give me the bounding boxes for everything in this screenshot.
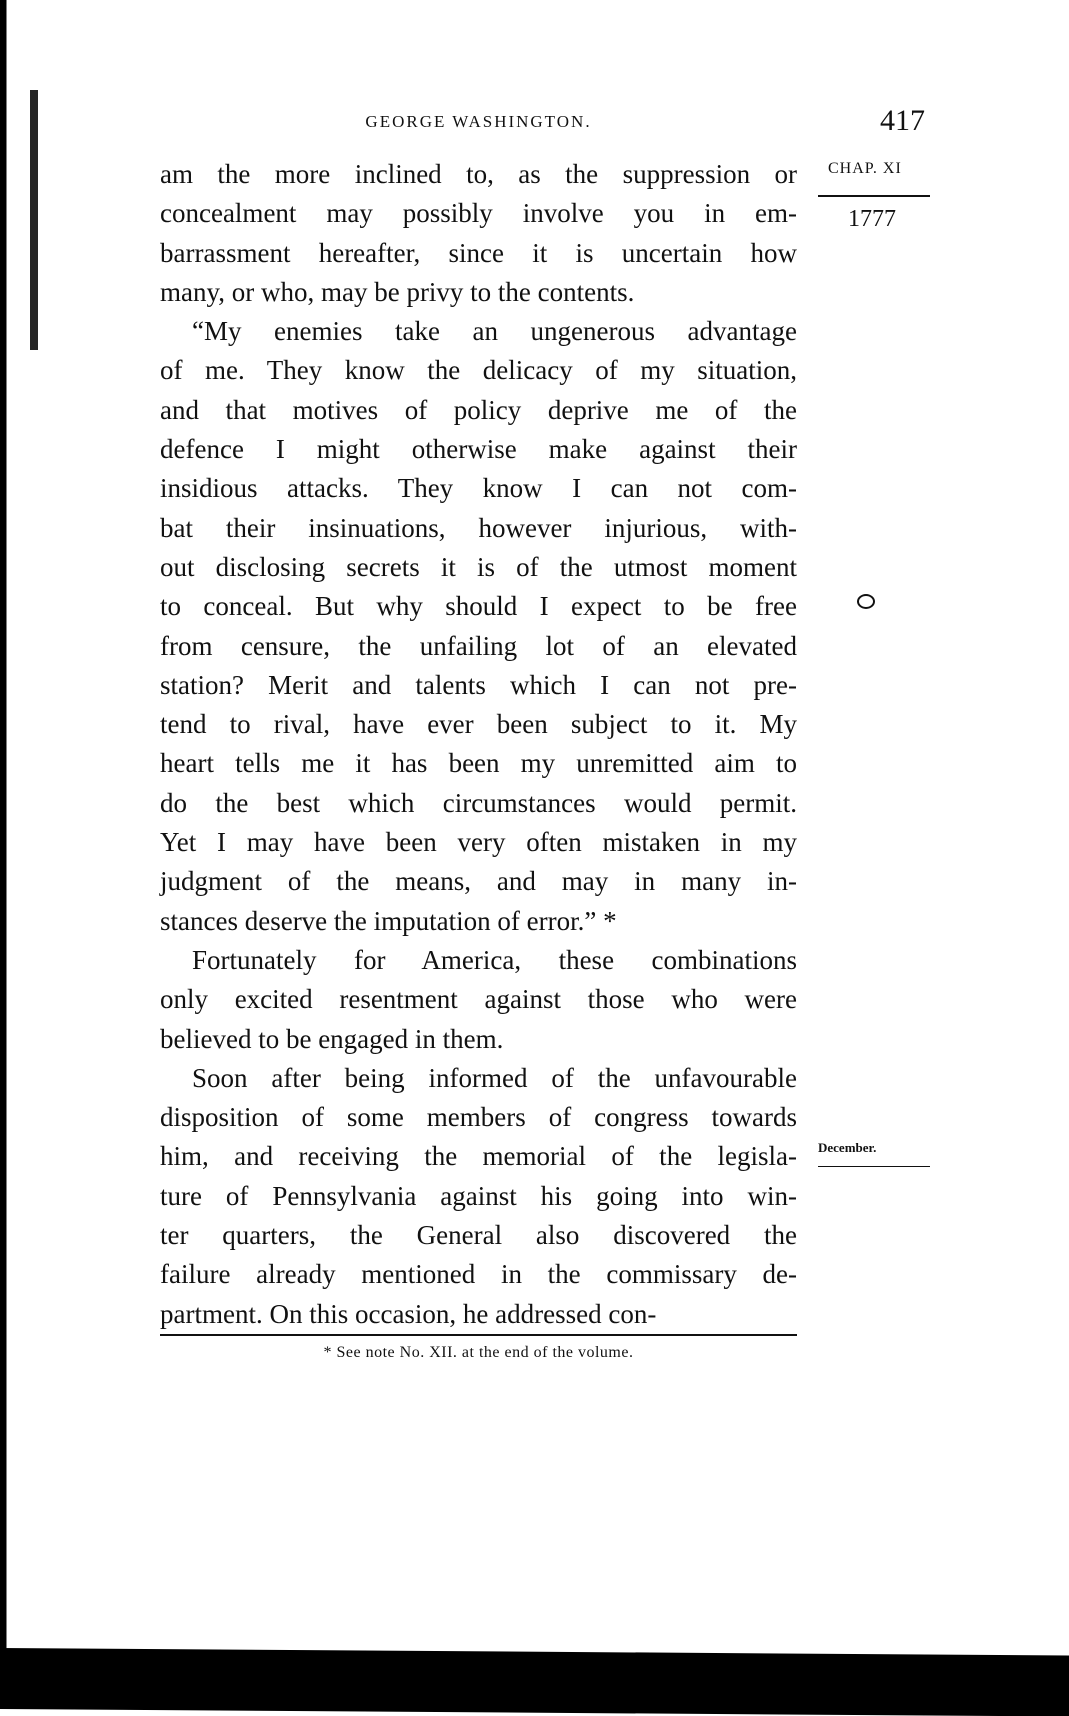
text-line: insidious attacks. They know I can not com- xyxy=(160,473,797,504)
text-line: of me. They know the delicacy of my situation, xyxy=(160,355,797,386)
footnote-rule xyxy=(160,1334,797,1336)
text-line: out disclosing secrets it is of the utmost moment xyxy=(160,551,797,582)
text-line: am the more inclined to, as the suppression or xyxy=(160,159,797,189)
text-line: believed to be engaged in them. xyxy=(160,1023,504,1054)
text-line: stances deserve the imputation of error.” * xyxy=(160,905,617,936)
text-line: ture of Pennsylvania against his going into win- xyxy=(160,1180,797,1211)
footnote: * See note No. XII. at the end of the volume. xyxy=(323,1344,634,1361)
text-line: partment. On this occasion, he addressed con- xyxy=(160,1298,657,1329)
text-line: tend to rival, have ever been subject to it. My xyxy=(160,709,797,740)
text-line: failure already mentioned in the commissary de- xyxy=(160,1259,797,1290)
running-head: GEORGE WASHINGTON. xyxy=(365,112,592,131)
text-line: only excited resentment against those who were xyxy=(160,984,797,1015)
text-line: defence I might otherwise make against their xyxy=(160,434,797,465)
text-line: judgment of the means, and may in many in- xyxy=(160,866,797,897)
text-line: and that motives of policy deprive me of the xyxy=(160,394,797,425)
text-line: ter quarters, the General also discovered the xyxy=(160,1220,797,1251)
margin-rule xyxy=(818,1166,930,1167)
text-line: station? Merit and talents which I can not pre- xyxy=(160,669,797,700)
text-line: bat their insinuations, however injurious, with- xyxy=(160,512,797,543)
text-line: many, or who, may be privy to the contents. xyxy=(160,276,635,307)
margin-rule xyxy=(818,195,930,197)
page-number: 417 xyxy=(880,104,925,137)
scan-bottom-edge xyxy=(0,1648,1069,1716)
text-line: concealment may possibly involve you in em- xyxy=(160,198,797,229)
text-line: Fortunately for America, these combinations xyxy=(192,944,797,975)
text-line: barrassment hereafter, since it is uncertain how xyxy=(160,237,797,268)
text-line: from censure, the unfailing lot of an elevated xyxy=(160,630,797,661)
text-line: Yet I may have been very often mistaken in my xyxy=(160,827,797,858)
text-line: disposition of some members of congress towards xyxy=(160,1102,797,1133)
margin-chapter: CHAP. XI xyxy=(828,160,902,177)
scan-left-edge xyxy=(0,0,30,1709)
margin-year: 1777 xyxy=(848,206,896,232)
text-line: “My enemies take an ungenerous advantage xyxy=(192,316,797,347)
margin-month-note: December. xyxy=(818,1140,877,1155)
circle-mark-icon xyxy=(857,594,875,609)
text-line: to conceal. But why should I expect to be free xyxy=(160,591,797,622)
text-line: heart tells me it has been my unremitted aim to xyxy=(160,748,797,779)
text-line: Soon after being informed of the unfavourable xyxy=(192,1062,797,1093)
text-line: do the best which circumstances would permit. xyxy=(160,787,797,818)
body-text xyxy=(160,155,797,1334)
text-line: him, and receiving the memorial of the legisla- xyxy=(160,1141,797,1172)
